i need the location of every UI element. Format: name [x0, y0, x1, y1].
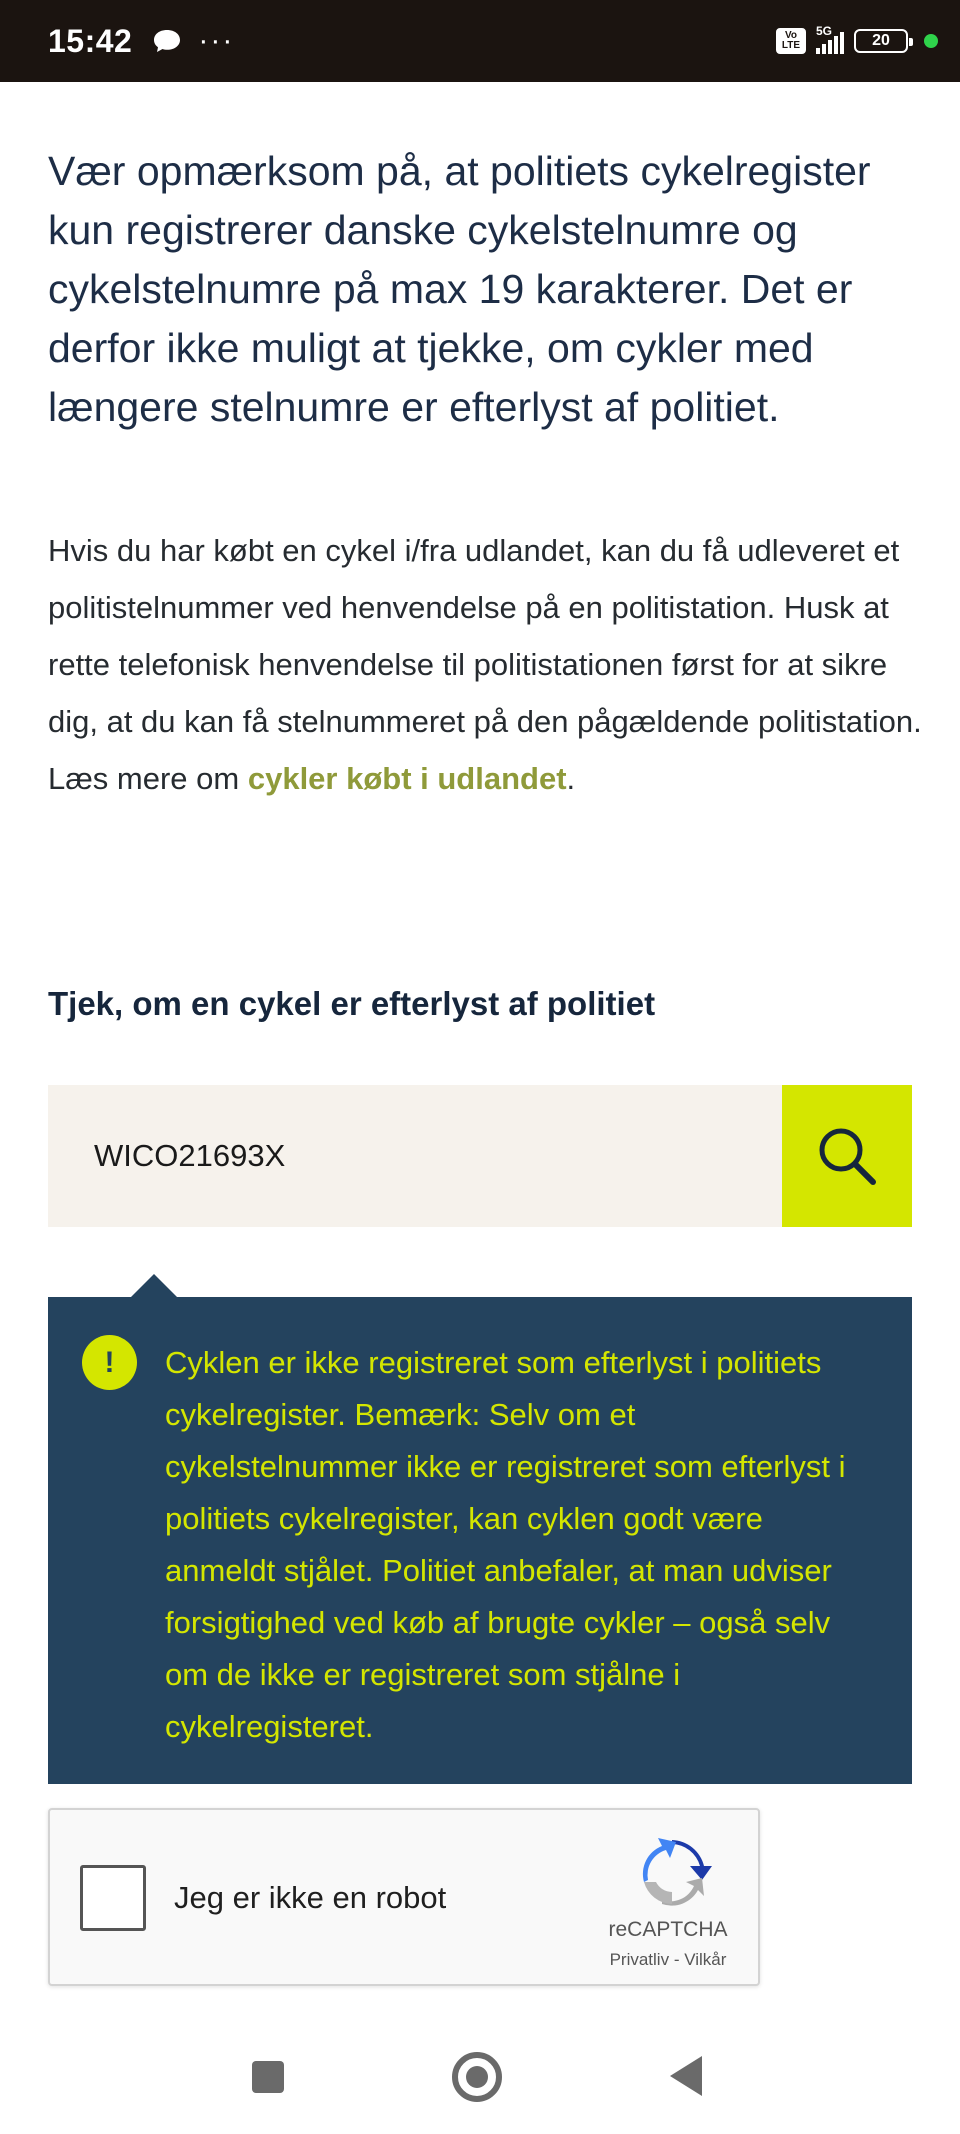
exclamation-icon: ! — [82, 1335, 137, 1390]
home-circle-icon — [466, 2066, 488, 2088]
info-text: Hvis du har købt en cykel i/fra udlandet, kan du få udleveret et politistelnummer ved henvendelse på en politistation. Husk at rette telefonisk henvendelse til politistationen først for at sikre dig, at du kan få stelnummeret på den pågældende politistation. Læs mere om — [48, 533, 922, 796]
volte-bottom: LTE — [781, 40, 801, 51]
recaptcha-widget — [48, 1808, 760, 1986]
terms-link[interactable]: Vilkår — [684, 1950, 727, 1969]
volte-top: Vo — [784, 30, 798, 41]
signal-icon — [816, 24, 844, 54]
volte-icon — [776, 28, 806, 54]
search-result-message — [48, 1297, 912, 1784]
recaptcha-label: Jeg er ikke en robot — [174, 1880, 447, 1915]
recent-apps-button[interactable] — [252, 2061, 284, 2093]
status-indicators — [776, 0, 938, 82]
more-dots-icon: ··· — [198, 24, 235, 57]
recaptcha-logo-icon — [632, 1834, 712, 1914]
frame-number-input[interactable] — [48, 1085, 782, 1227]
search-icon — [814, 1123, 880, 1189]
info-text-end: . — [566, 761, 576, 796]
home-button[interactable] — [452, 2052, 502, 2102]
battery-icon — [854, 29, 908, 53]
network-type: 5G — [816, 24, 833, 38]
privacy-indicator-dot — [924, 34, 938, 48]
chat-bubble-icon — [152, 28, 182, 54]
system-navigation-bar — [0, 2040, 960, 2134]
result-text: Cyklen er ikke registreret som efterlyst i politiets cykelregister. Bemærk: Selv om et cykelstelnummer ikke er registreret som efterlyst i politiets cykelregister, kan cyklen godt være anmeldt stjålet. Politiet anbefaler, at man udviser forsigtighed ved køb af brugte cykler – også selv om de ikke er registreret som stjålne i cykelregisteret. — [165, 1345, 846, 1744]
recaptcha-checkbox[interactable] — [80, 1865, 146, 1931]
bikes-bought-abroad-link[interactable]: cykler købt i udlandet — [247, 761, 567, 796]
result-pointer — [130, 1274, 178, 1298]
status-time: 15:42 — [48, 22, 133, 59]
battery-level: 20 — [872, 32, 890, 49]
intro-notice: Vær opmærksom på, at politiets cykelregister kun registrerer danske cykelstelnumre og cykelstelnumre på max 19 karakterer. Det er derfor ikke muligt at tjekke, om cykler med længere stelnumre er efterlyst af politiet. — [48, 148, 871, 430]
status-bar — [0, 0, 960, 82]
foreign-bike-info — [48, 522, 928, 807]
search-button[interactable] — [782, 1085, 912, 1227]
link-separator: - — [669, 1950, 685, 1969]
frame-number-search — [48, 1085, 912, 1227]
recaptcha-links — [578, 1950, 758, 1970]
recaptcha-brand: reCAPTCHA — [608, 1918, 728, 1941]
back-button[interactable] — [670, 2056, 702, 2096]
privacy-link[interactable]: Privatliv — [609, 1950, 670, 1969]
check-heading: Tjek, om en cykel er efterlyst af politiet — [48, 985, 656, 1022]
